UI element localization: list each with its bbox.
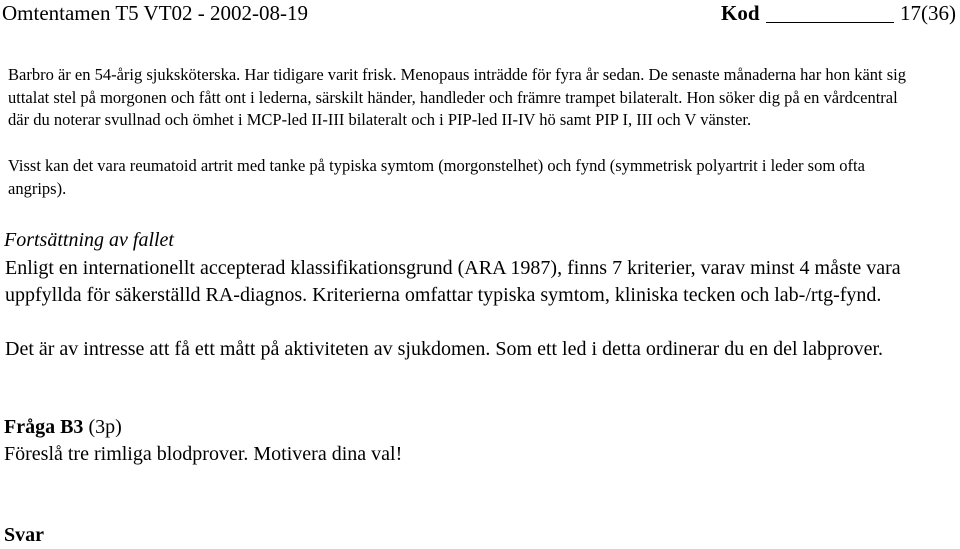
exam-title: Omtentamen T5 VT02 - 2002-08-19 [2, 1, 309, 25]
continuation-heading: Fortsättning av fallet [4, 229, 174, 251]
question-label: Fråga B3 [4, 416, 84, 438]
question-points: (3p) [83, 416, 122, 438]
answer-label: Svar [4, 524, 44, 546]
kod-field-line [766, 22, 894, 23]
question-heading [4, 414, 122, 441]
continuation-paragraph-2: Det är av intresse att få ett mått på aktiviteten av sjukdomen. Som ett led i detta ordinerar du en del labprover. [5, 338, 884, 360]
kod-label: Kod [721, 1, 760, 25]
answer-heading [4, 522, 44, 549]
continuation-paragraph-1: Enligt en internationellt accepterad klassifikationsgrund (ARA 1987), finns 7 kriterier, varav minst 4 måste vara uppfyllda för säkerställd RA-diagnos. Kriterierna omfattar typiska symtom, kliniska tecken och lab-/rtg-fynd. [5, 257, 901, 306]
page-header [2, 0, 956, 28]
question-text: Föreslå tre rimliga blodprover. Motivera dina val! [4, 443, 403, 465]
page-number: 17(36) [900, 1, 956, 25]
case-paragraph-1: Barbro är en 54-årig sjuksköterska. Har tidigare varit frisk. Menopaus inträdde för fyra år sedan. De senaste månaderna har hon känt sig uttalat stel på morgonen och fått ont i lederna, särskilt händer, handleder och främre trampet bilateralt. Hon söker dig på en vårdcentral där du noterar svullnad och ömhet i MCP-led II-III bilateralt och i PIP-led II-IV hö samt PIP I, III och V vänster. [8, 65, 907, 129]
case-paragraph-2: Visst kan det vara reumatoid artrit med tanke på typiska symtom (morgonstelhet) och fynd (symmetrisk polyartrit i leder som ofta angrips). [8, 156, 865, 198]
